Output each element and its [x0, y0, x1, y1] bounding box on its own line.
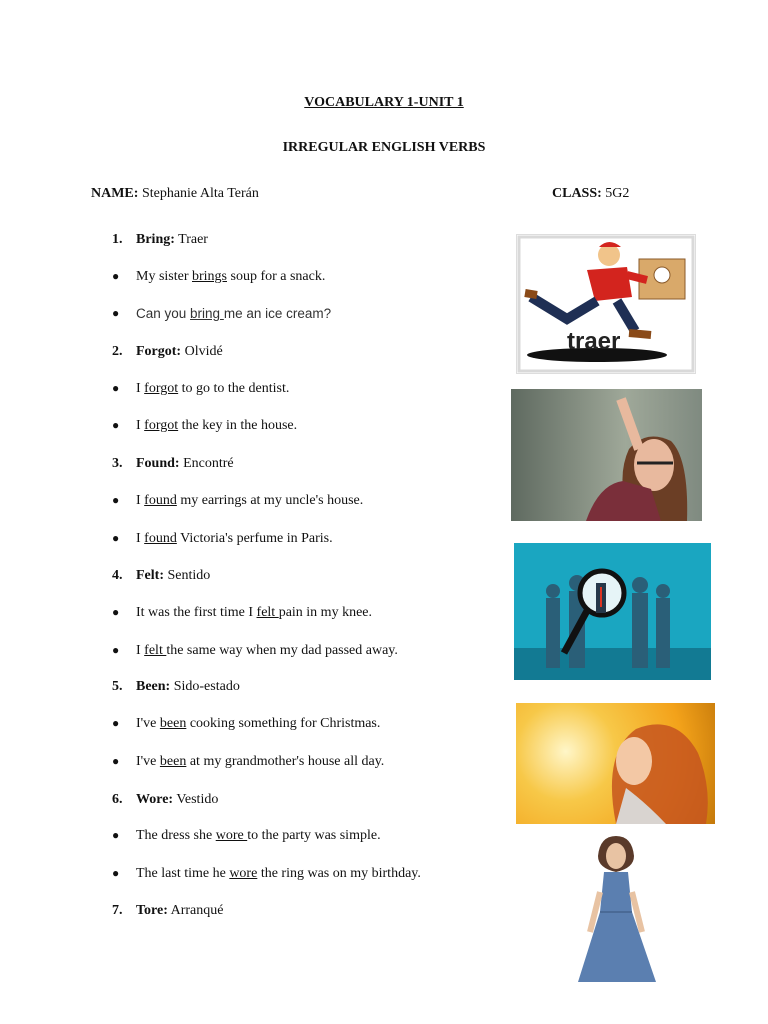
traer-caption: traer	[567, 328, 621, 355]
forgetful-woman-image	[511, 389, 702, 521]
name-field	[91, 186, 259, 202]
class-field	[552, 186, 629, 202]
class-value: 5G2	[605, 186, 630, 201]
name-value: Stephanie Alta Terán	[141, 186, 259, 201]
doc-title: VOCABULARY 1-UNIT 1	[304, 95, 464, 110]
magnifier-crowd-image	[514, 543, 711, 680]
name-label: NAME:	[91, 186, 139, 201]
doc-subtitle: IRREGULAR ENGLISH VERBS	[282, 140, 486, 155]
class-label: CLASS:	[552, 186, 602, 201]
sunlight-woman-image	[516, 703, 715, 824]
denim-dress-image	[538, 832, 695, 996]
delivery-man-image	[516, 234, 696, 374]
